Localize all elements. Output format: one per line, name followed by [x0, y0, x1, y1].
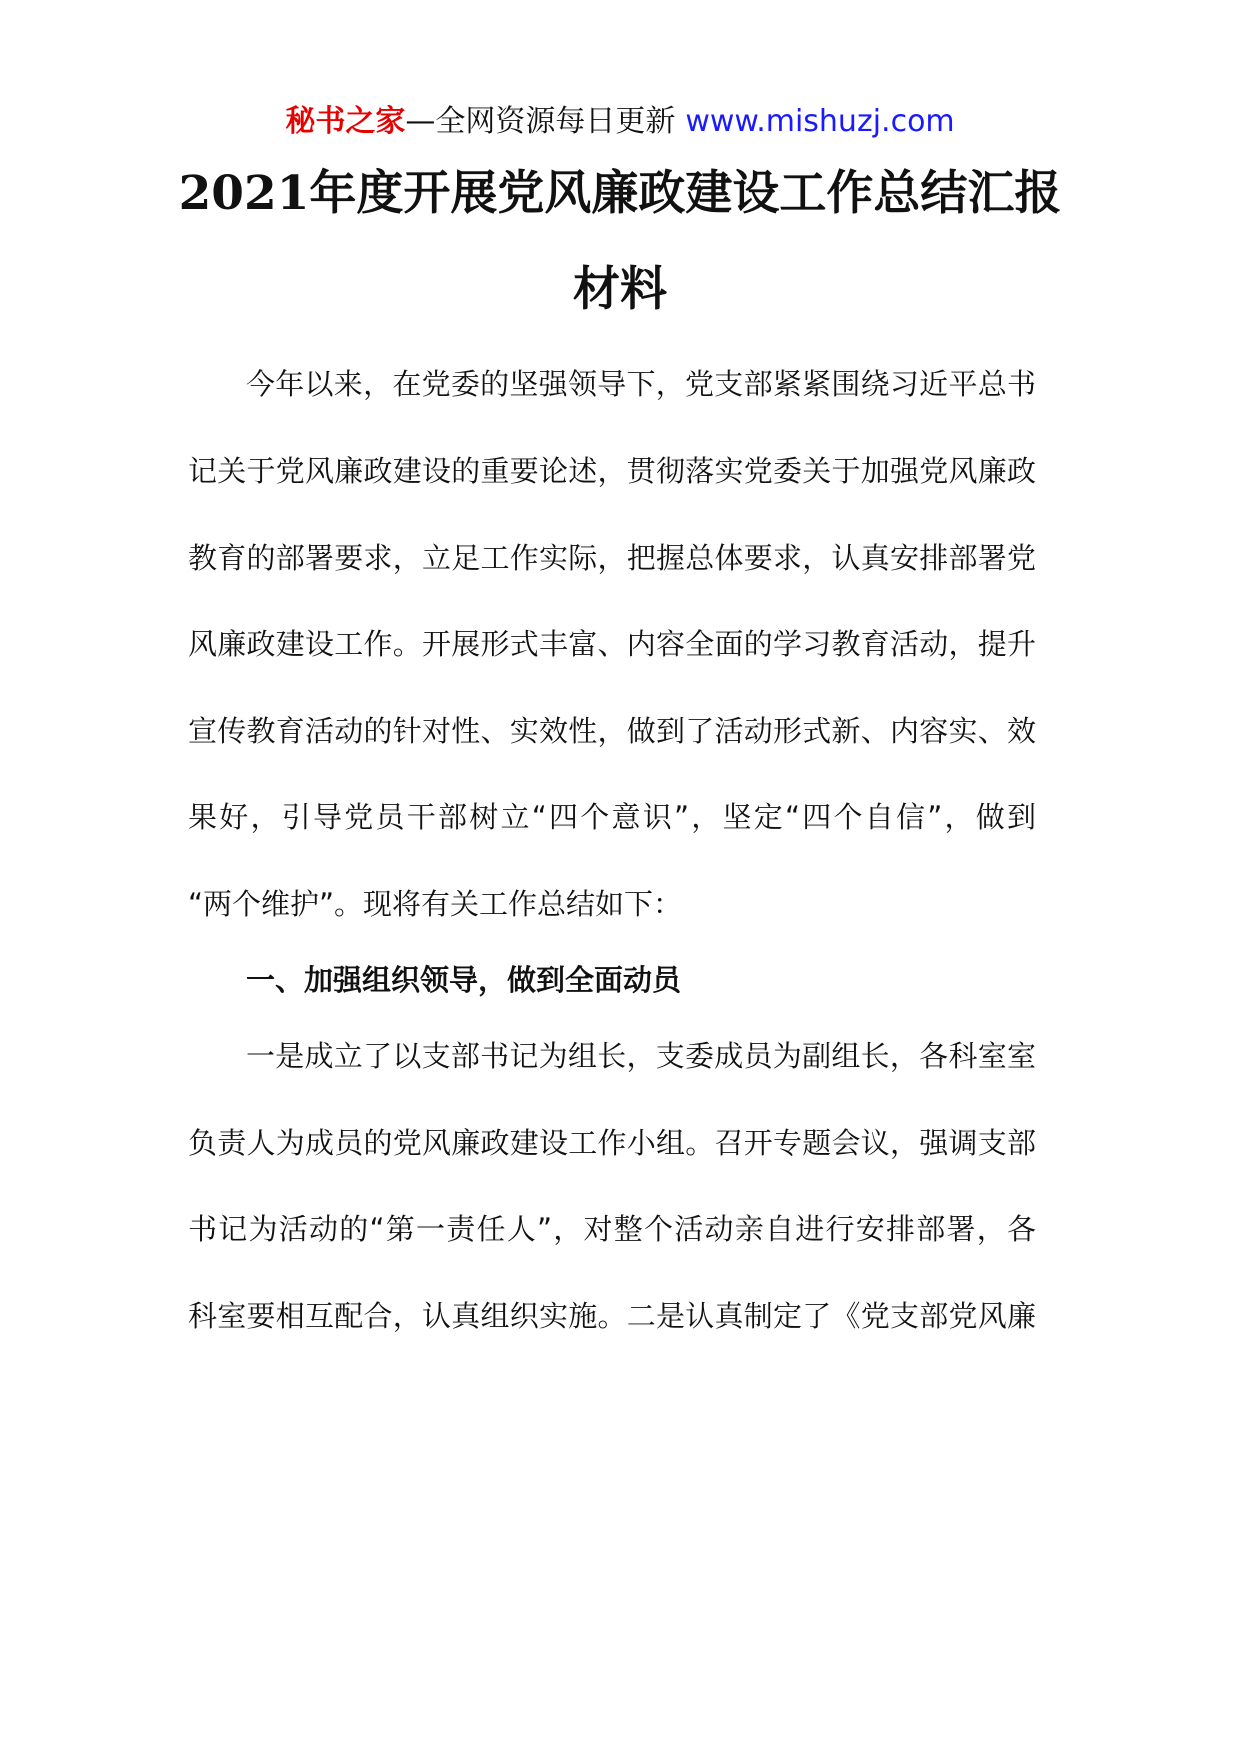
document-title-line-1: 2021年度开展党风廉政建设工作总结汇报: [178, 166, 1062, 221]
paragraph-line: 负责人为成员的党风廉政建设工作小组。召开专题会议，强调支部: [188, 1126, 1036, 1160]
site-url-link[interactable]: www.mishuzj.com: [685, 104, 955, 139]
paragraph-line: 教育的部署要求，立足工作实际，把握总体要求，认真安排部署党: [188, 541, 1036, 575]
paragraph-line: 科室要相互配合，认真组织实施。二是认真制定了《党支部党风廉: [188, 1299, 1036, 1333]
paragraph-line: 一是成立了以支部书记为组长，支委成员为副组长，各科室室: [246, 1039, 1036, 1073]
paragraph-line: 记关于党风廉政建设的重要论述，贯彻落实党委关于加强党风廉政: [188, 454, 1036, 488]
section-heading: 一、加强组织领导，做到全面动员: [246, 963, 682, 997]
paragraph-line: “两个维护”。现将有关工作总结如下：: [188, 887, 683, 921]
header-slogan: —全网资源每日更新: [405, 104, 676, 139]
site-header: [0, 100, 1240, 144]
paragraph-line: 果好，引导党员干部树立“四个意识”，坚定“四个自信”，做到: [188, 800, 1036, 834]
paragraph-line: 宣传教育活动的针对性、实效性，做到了活动形式新、内容实、效: [188, 714, 1036, 748]
paragraph-line: 书记为活动的“第一责任人”，对整个活动亲自进行安排部署，各: [188, 1212, 1036, 1246]
brand-name: 秘书之家: [285, 104, 406, 139]
paragraph-line: 今年以来，在党委的坚强领导下，党支部紧紧围绕习近平总书: [246, 367, 1036, 401]
document-title-line-2: 材料: [573, 262, 667, 317]
paragraph-line: 风廉政建设工作。开展形式丰富、内容全面的学习教育活动，提升: [188, 627, 1036, 661]
